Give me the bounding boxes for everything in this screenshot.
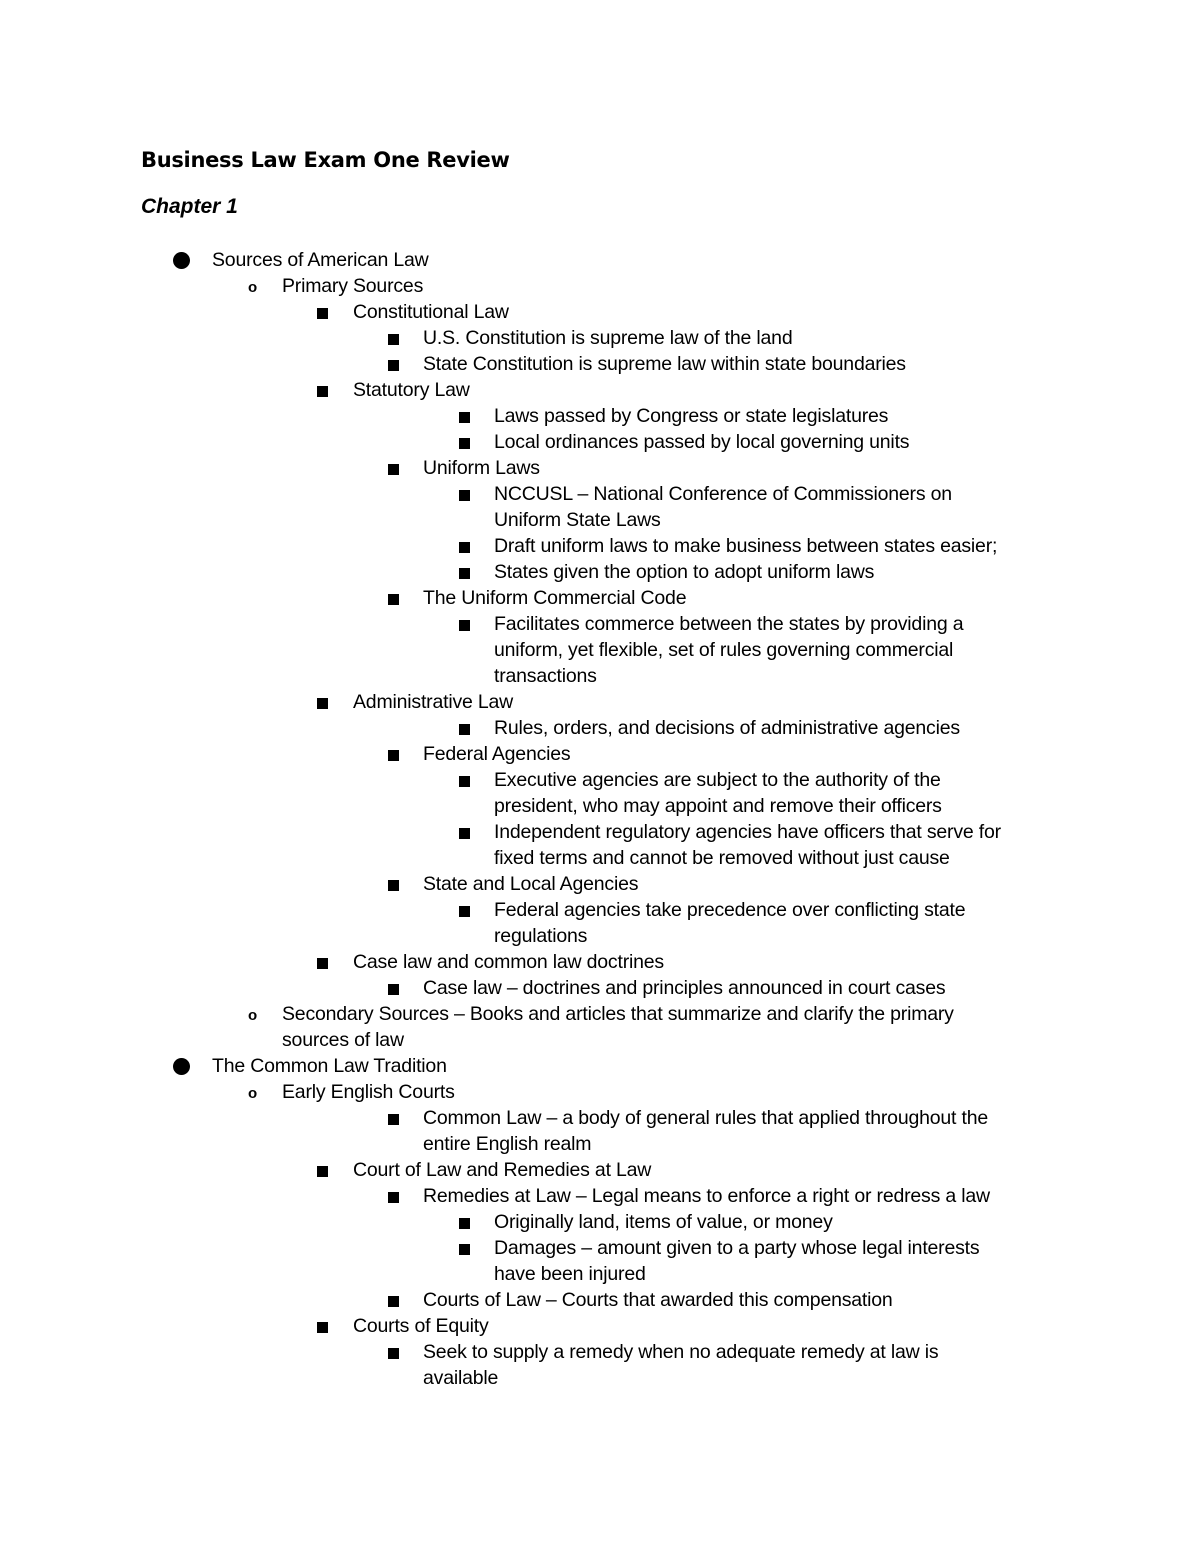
outline-item-text: Local ordinances passed by local governing units <box>494 431 910 453</box>
square-bullet-icon <box>317 1322 328 1333</box>
square-bullet-icon <box>317 698 328 709</box>
outline-item-text: Primary Sources <box>282 275 424 297</box>
outline-item <box>0 611 1200 689</box>
outline-item <box>0 949 1200 975</box>
outline-item <box>0 273 1200 299</box>
document-title: Business Law Exam One Review <box>141 148 510 172</box>
outline-item-text: Courts of Law – Courts that awarded this compensation <box>423 1289 893 1311</box>
outline-item-text: regulations <box>494 925 588 947</box>
square-bullet-icon <box>459 412 470 423</box>
outline-item <box>0 689 1200 715</box>
outline-item-text: Damages – amount given to a party whose legal interests <box>494 1237 980 1259</box>
square-bullet-icon <box>388 594 399 605</box>
outline-item-text: Statutory Law <box>353 379 470 401</box>
square-bullet-icon <box>388 464 399 475</box>
outline-item <box>0 1079 1200 1105</box>
outline-item-text: States given the option to adopt uniform laws <box>494 561 875 583</box>
outline-item-text: Executive agencies are subject to the authority of the <box>494 769 941 791</box>
outline-item-text: Constitutional Law <box>353 301 509 323</box>
outline-item-text: Independent regulatory agencies have officers that serve for <box>494 821 1001 843</box>
outline-list <box>0 247 1200 1391</box>
square-bullet-icon <box>317 308 328 319</box>
square-bullet-icon <box>388 984 399 995</box>
outline-item-text: Uniform Laws <box>423 457 540 479</box>
hollow-circle-bullet-icon: o <box>248 279 257 296</box>
outline-item <box>0 871 1200 897</box>
square-bullet-icon <box>388 1192 399 1203</box>
square-bullet-icon <box>459 1218 470 1229</box>
outline-item-text: fixed terms and cannot be removed without just cause <box>494 847 950 869</box>
outline-item-text: Draft uniform laws to make business between states easier; <box>494 535 998 557</box>
square-bullet-icon <box>388 1114 399 1125</box>
outline-item-text: Courts of Equity <box>353 1315 489 1337</box>
square-bullet-icon <box>459 906 470 917</box>
square-bullet-icon <box>459 724 470 735</box>
outline-item <box>0 1339 1200 1391</box>
outline-item-text: transactions <box>494 665 597 687</box>
outline-item-text: Common Law – a body of general rules that applied throughout the <box>423 1107 988 1129</box>
square-bullet-icon <box>459 776 470 787</box>
square-bullet-icon <box>459 490 470 501</box>
hollow-circle-bullet-icon: o <box>248 1085 257 1102</box>
outline-item <box>0 1183 1200 1209</box>
outline-item-text: Laws passed by Congress or state legislatures <box>494 405 889 427</box>
outline-item-text: The Uniform Commercial Code <box>423 587 687 609</box>
square-bullet-icon <box>459 620 470 631</box>
outline-item <box>0 1209 1200 1235</box>
outline-item-text: Administrative Law <box>353 691 514 713</box>
outline-item <box>0 897 1200 949</box>
square-bullet-icon <box>388 750 399 761</box>
outline-item-text: Federal agencies take precedence over conflicting state <box>494 899 966 921</box>
square-bullet-icon <box>388 880 399 891</box>
outline-item <box>0 247 1200 273</box>
outline-item-text: The Common Law Tradition <box>212 1055 447 1077</box>
chapter-heading: Chapter 1 <box>141 195 238 218</box>
outline-item-text: Remedies at Law – Legal means to enforce a right or redress a law <box>423 1185 990 1207</box>
outline-item-text: State Constitution is supreme law within state boundaries <box>423 353 906 375</box>
outline-item-text: U.S. Constitution is supreme law of the land <box>423 327 793 349</box>
outline-item-text: Case law and common law doctrines <box>353 951 664 973</box>
outline-item <box>0 715 1200 741</box>
outline-item-text: Case law – doctrines and principles announced in court cases <box>423 977 946 999</box>
outline-item-text: Originally land, items of value, or money <box>494 1211 833 1233</box>
hollow-circle-bullet-icon: o <box>248 1007 257 1024</box>
outline-item <box>0 559 1200 585</box>
outline-item <box>0 975 1200 1001</box>
square-bullet-icon <box>459 828 470 839</box>
outline-item <box>0 819 1200 871</box>
outline-item <box>0 1053 1200 1079</box>
outline-item-text: Sources of American Law <box>212 249 429 271</box>
square-bullet-icon <box>459 568 470 579</box>
outline-item-text: Rules, orders, and decisions of administrative agencies <box>494 717 960 739</box>
outline-item-text: Federal Agencies <box>423 743 571 765</box>
square-bullet-icon <box>459 542 470 553</box>
outline-item-text: have been injured <box>494 1263 646 1285</box>
outline-item <box>0 1001 1200 1053</box>
outline-item-text: entire English realm <box>423 1133 592 1155</box>
outline-item-text: Court of Law and Remedies at Law <box>353 1159 652 1181</box>
outline-item <box>0 429 1200 455</box>
outline-item-text: Uniform State Laws <box>494 509 661 531</box>
outline-item-text: Seek to supply a remedy when no adequate remedy at law is <box>423 1341 939 1363</box>
outline-item-text: sources of law <box>282 1029 404 1051</box>
outline-item-text: Facilitates commerce between the states by providing a <box>494 613 964 635</box>
outline-item <box>0 377 1200 403</box>
filled-circle-bullet-icon <box>173 252 190 269</box>
square-bullet-icon <box>388 1296 399 1307</box>
square-bullet-icon <box>317 386 328 397</box>
outline-item <box>0 403 1200 429</box>
outline-item-text: Secondary Sources – Books and articles that summarize and clarify the primary <box>282 1003 954 1025</box>
outline-item <box>0 533 1200 559</box>
outline-item <box>0 741 1200 767</box>
outline-item <box>0 299 1200 325</box>
outline-item-text: Early English Courts <box>282 1081 455 1103</box>
outline-item <box>0 455 1200 481</box>
outline-item <box>0 481 1200 533</box>
square-bullet-icon <box>459 1244 470 1255</box>
outline-item-text: uniform, yet flexible, set of rules governing commercial <box>494 639 954 661</box>
square-bullet-icon <box>317 1166 328 1177</box>
outline-item <box>0 1157 1200 1183</box>
outline-item <box>0 767 1200 819</box>
filled-circle-bullet-icon <box>173 1058 190 1075</box>
outline-item <box>0 585 1200 611</box>
outline-item <box>0 1235 1200 1287</box>
square-bullet-icon <box>317 958 328 969</box>
outline-item <box>0 1105 1200 1157</box>
square-bullet-icon <box>388 334 399 345</box>
outline-item <box>0 1313 1200 1339</box>
outline-item-text: available <box>423 1367 499 1389</box>
outline-item <box>0 351 1200 377</box>
square-bullet-icon <box>388 360 399 371</box>
square-bullet-icon <box>459 438 470 449</box>
outline-item-text: State and Local Agencies <box>423 873 639 895</box>
outline-item-text: NCCUSL – National Conference of Commissioners on <box>494 483 952 505</box>
outline-item <box>0 325 1200 351</box>
square-bullet-icon <box>388 1348 399 1359</box>
outline-item <box>0 1287 1200 1313</box>
outline-item-text: president, who may appoint and remove their officers <box>494 795 942 817</box>
